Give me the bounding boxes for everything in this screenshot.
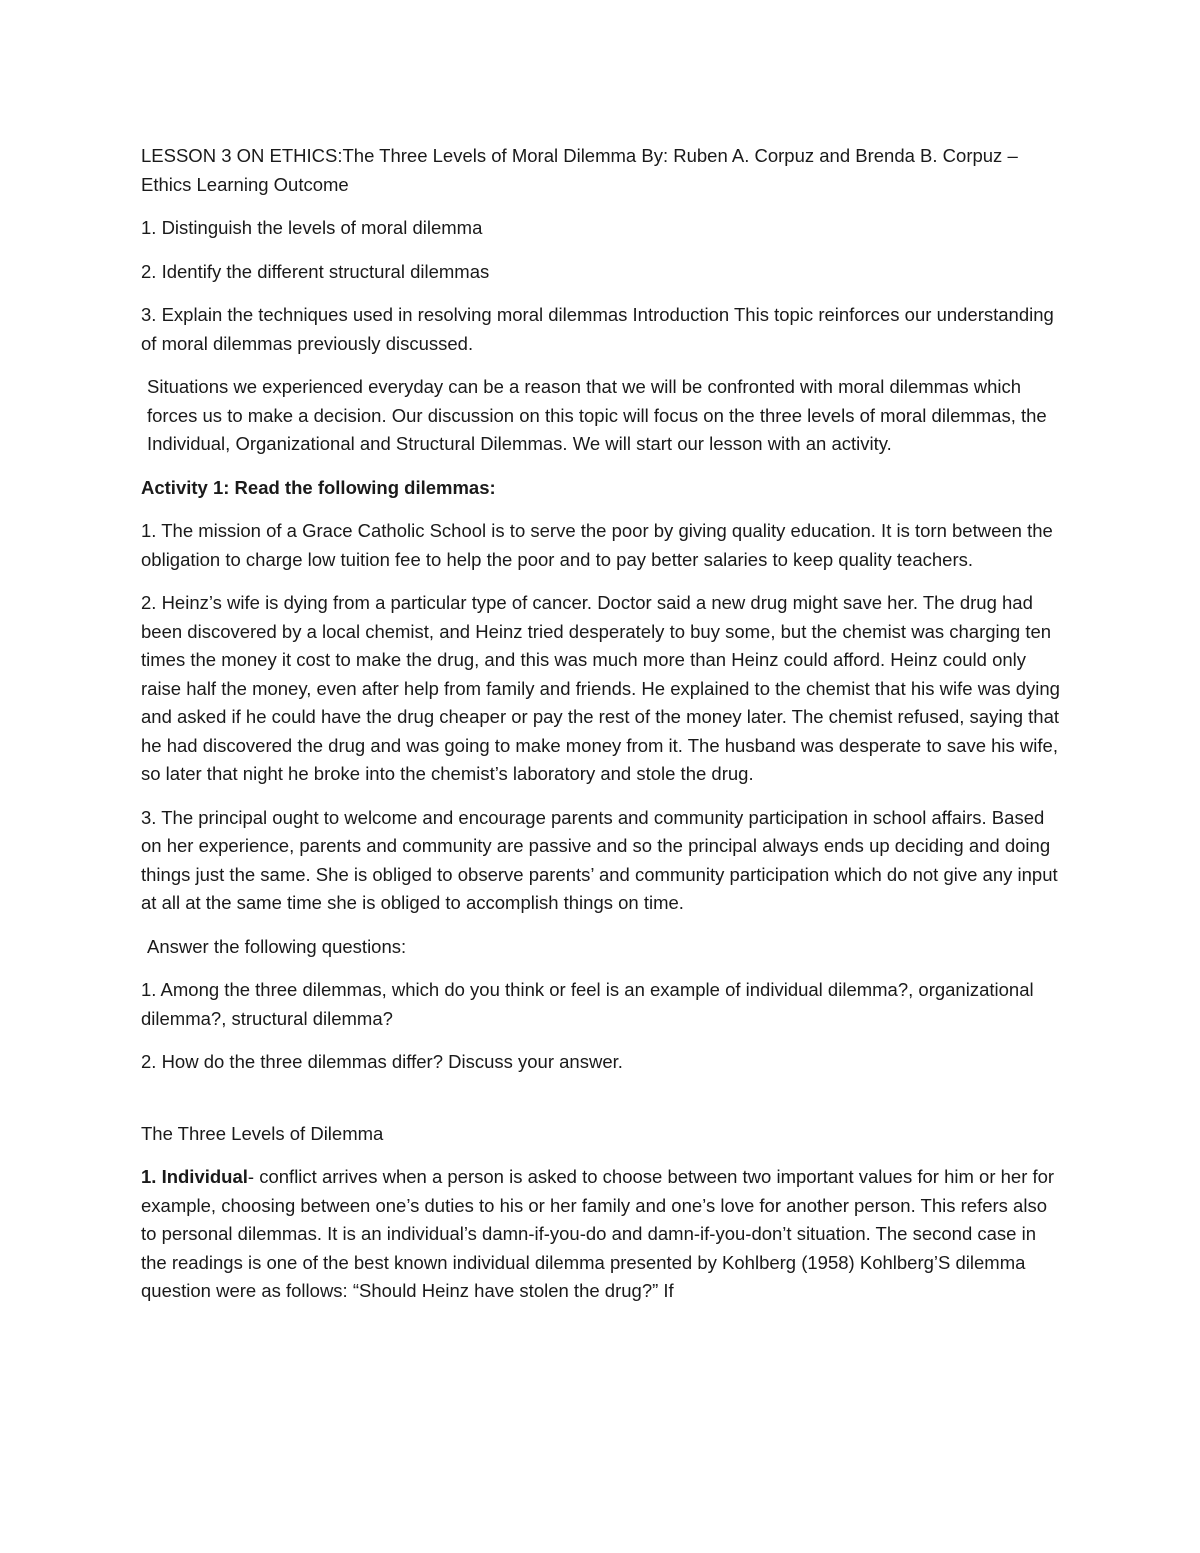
level-text-individual: - conflict arrives when a person is asked to choose between two important values for him or her for example, choosing between one’s duties to his or her family and one’s love for another person. This refers also to personal dilemmas. It is an individual’s damn-if-you-do and damn-if-you-don’t situation. The second case in the readings is one of the best known individual dilemma presented by Kohlberg (1958) Kohlberg’S dilemma question were as follows: “Should Heinz have stolen the drug?” If: [141, 1166, 1055, 1301]
questions-heading: Answer the following questions:: [147, 935, 407, 957]
lesson-title: LESSON 3 ON ETHICS:The Three Levels of Moral Dilemma By: Ruben A. Corpuz and Brenda B. Corpuz – Ethics Learning Outcome: [141, 145, 1018, 195]
level-label-individual: 1. Individual: [141, 1166, 248, 1187]
blank-line: [141, 1092, 1066, 1120]
intro-paragraph: Situations we experienced everyday can be a reason that we will be confronted with moral dilemmas which forces us to make a decision. Our discussion on this topic will focus on the three levels of moral dilemmas, the Individual, Organizational and Structural Dilemmas. We will start our lesson with an activity.: [147, 376, 1047, 454]
outcome-item-1: 1. Distinguish the levels of moral dilemma: [141, 217, 483, 238]
dilemma-item-3: 3. The principal ought to welcome and encourage parents and community participation in school affairs. Based on her experience, parents and community are passive and so the principal always ends up deciding and doing things just the same. She is obliged to observe parents’ and community participation which do not give any input at all at the same time she is obliged to accomplish things on time.: [141, 806, 1058, 913]
levels-heading: The Three Levels of Dilemma: [141, 1122, 384, 1144]
question-item-1: 1. Among the three dilemmas, which do you think or feel is an example of individual dilemma?, organizational dilemma?, structural dilemma?: [141, 979, 1034, 1029]
level-item-individual: [141, 1163, 1066, 1306]
question-item-2: 2. How do the three dilemmas differ? Discuss your answer.: [141, 1051, 623, 1072]
dilemma-item-2: 2. Heinz’s wife is dying from a particular type of cancer. Doctor said a new drug might save her. The drug had been discovered by a local chemist, and Heinz tried desperately to buy some, but the chemist was charging ten times the money it cost to make the drug, and this was much more than Heinz could afford. Heinz could only raise half the money, even after help from family and friends. He explained to the chemist that his wife was dying and asked if he could have the drug cheaper or pay the rest of the money later. The chemist refused, saying that he had discovered the drug and was going to make money from it. The husband was desperate to save his wife, so later that night he broke into the chemist’s laboratory and stole the drug.: [141, 592, 1060, 784]
dilemma-item-1: 1. The mission of a Grace Catholic School is to serve the poor by giving quality education. It is torn between the obligation to charge low tuition fee to help the poor and to pay better salaries to keep quality teachers.: [141, 520, 1053, 570]
activity-heading: Activity 1: Read the following dilemmas:: [141, 476, 496, 498]
outcome-item-2: 2. Identify the different structural dilemmas: [141, 260, 490, 282]
document-body: [141, 142, 1066, 1321]
outcome-item-3: 3. Explain the techniques used in resolving moral dilemmas Introduction This topic reinforces our understanding of moral dilemmas previously discussed.: [141, 304, 1054, 354]
